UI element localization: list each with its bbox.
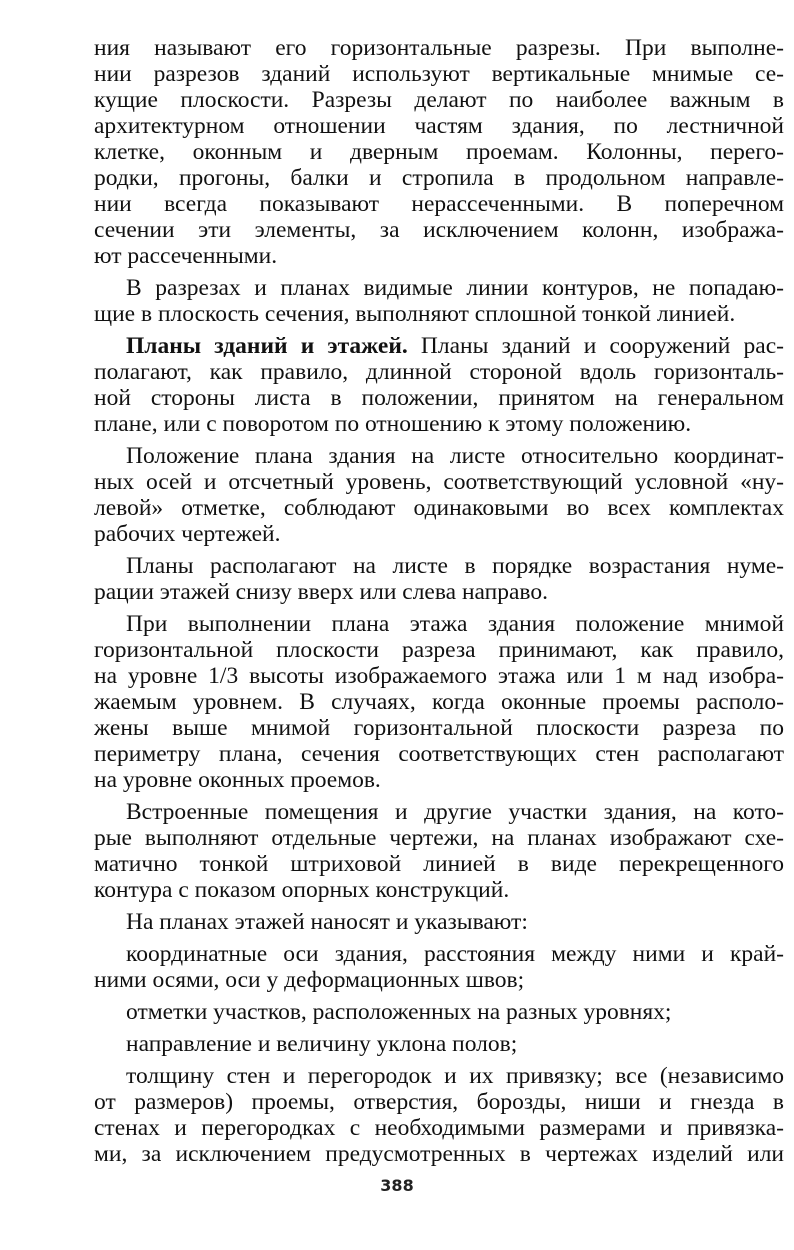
text-line: ной стороны листа в положении, принятом на генеральном xyxy=(94,385,784,411)
text-line: рации этажей снизу вверх или слева направо. xyxy=(94,579,548,605)
paragraph xyxy=(94,333,784,437)
paragraph xyxy=(94,1063,784,1167)
text-line: жены выше мнимой горизонтальной плоскости разреза по xyxy=(94,715,784,741)
text-line: матично тонкой штриховой линией в виде перекрещенного xyxy=(94,851,784,877)
text-line: щие в плоскость сечения, выполняют сплошной тонкой линией. xyxy=(94,301,736,327)
text-line: родки, прогоны, балки и стропила в продольном направле- xyxy=(94,165,784,191)
text-line xyxy=(94,333,784,359)
text-line: Встроенные помещения и другие участки здания, на кото- xyxy=(126,799,784,825)
paragraph xyxy=(94,275,784,327)
text-line: рые выполняют отдельные чертежи, на планах изображают схе- xyxy=(94,825,784,851)
text-line: архитектурном отношении частям здания, по лестничной xyxy=(94,113,784,139)
text-line: нии разрезов зданий используют вертикальные мнимые се- xyxy=(94,61,784,87)
paragraph xyxy=(94,553,784,605)
text-line: отметки участков, расположенных на разных уровнях; xyxy=(126,999,672,1025)
text-line: полагают, как правило, длинной стороной вдоль горизонталь- xyxy=(94,359,784,385)
paragraph xyxy=(94,909,784,935)
paragraph xyxy=(94,999,784,1025)
section-heading: Планы зданий и этажей. xyxy=(126,333,408,359)
text-line: Положение плана здания на листе относительно координат- xyxy=(126,443,784,469)
text-line: стенах и перегородках с необходимыми размерами и привязка- xyxy=(94,1115,784,1141)
paragraph xyxy=(94,611,784,793)
text-line: координатные оси здания, расстояния между ними и край- xyxy=(126,941,784,967)
paragraph xyxy=(94,941,784,993)
text-line: жаемым уровнем. В случаях, когда оконные проемы располо- xyxy=(94,689,784,715)
text-line: на уровне 1/3 высоты изображаемого этажа или 1 м над изобра- xyxy=(94,663,784,689)
text-line: ми, за исключением предусмотренных в чертежах изделий или xyxy=(94,1141,784,1167)
text-line: В разрезах и планах видимые линии контуров, не попадаю- xyxy=(126,275,784,301)
text-line: левой» отметке, соблюдают одинаковыми во всех комплектах xyxy=(94,495,784,521)
paragraph xyxy=(94,1031,784,1057)
text-line: ния называют его горизонтальные разрезы. При выполне- xyxy=(94,35,784,61)
text-line: кущие плоскости. Разрезы делают по наиболее важным в xyxy=(94,87,784,113)
text-line: направление и величину уклона полов; xyxy=(126,1031,518,1057)
text-line: клетке, оконным и дверным проемам. Колонны, перего- xyxy=(94,139,784,165)
text-line: сечении эти элементы, за исключением колонн, изобража- xyxy=(94,217,784,243)
paragraph xyxy=(94,35,784,269)
text-line: ют рассеченными. xyxy=(94,243,278,269)
text-line: ними осями, оси у деформационных швов; xyxy=(94,967,525,993)
text-line: толщину стен и перегородок и их привязку; все (независимо xyxy=(126,1063,784,1089)
text-line: рабочих чертежей. xyxy=(94,521,281,547)
text-line: контура с показом опорных конструкций. xyxy=(94,877,510,903)
text-line: на уровне оконных проемов. xyxy=(94,767,381,793)
text-line: нии всегда показывают нерассеченными. В поперечном xyxy=(94,191,784,217)
page-number: 388 xyxy=(380,1176,414,1195)
page-body-text xyxy=(94,35,784,1173)
text-line: плане, или с поворотом по отношению к этому положению. xyxy=(94,411,692,437)
paragraph xyxy=(94,443,784,547)
text-line-rest: Планы зданий и сооружений рас- xyxy=(407,333,784,359)
text-line: Планы располагают на листе в порядке возрастания нуме- xyxy=(126,553,784,579)
text-line: При выполнении плана этажа здания положение мнимой xyxy=(126,611,784,637)
text-line: горизонтальной плоскости разреза принимают, как правило, xyxy=(94,637,784,663)
text-line: На планах этажей наносят и указывают: xyxy=(126,909,528,935)
text-line: периметру плана, сечения соответствующих стен располагают xyxy=(94,741,784,767)
paragraph xyxy=(94,799,784,903)
text-line: от размеров) проемы, отверстия, борозды, ниши и гнезда в xyxy=(94,1089,784,1115)
text-line: ных осей и отсчетный уровень, соответствующий условной «ну- xyxy=(94,469,784,495)
